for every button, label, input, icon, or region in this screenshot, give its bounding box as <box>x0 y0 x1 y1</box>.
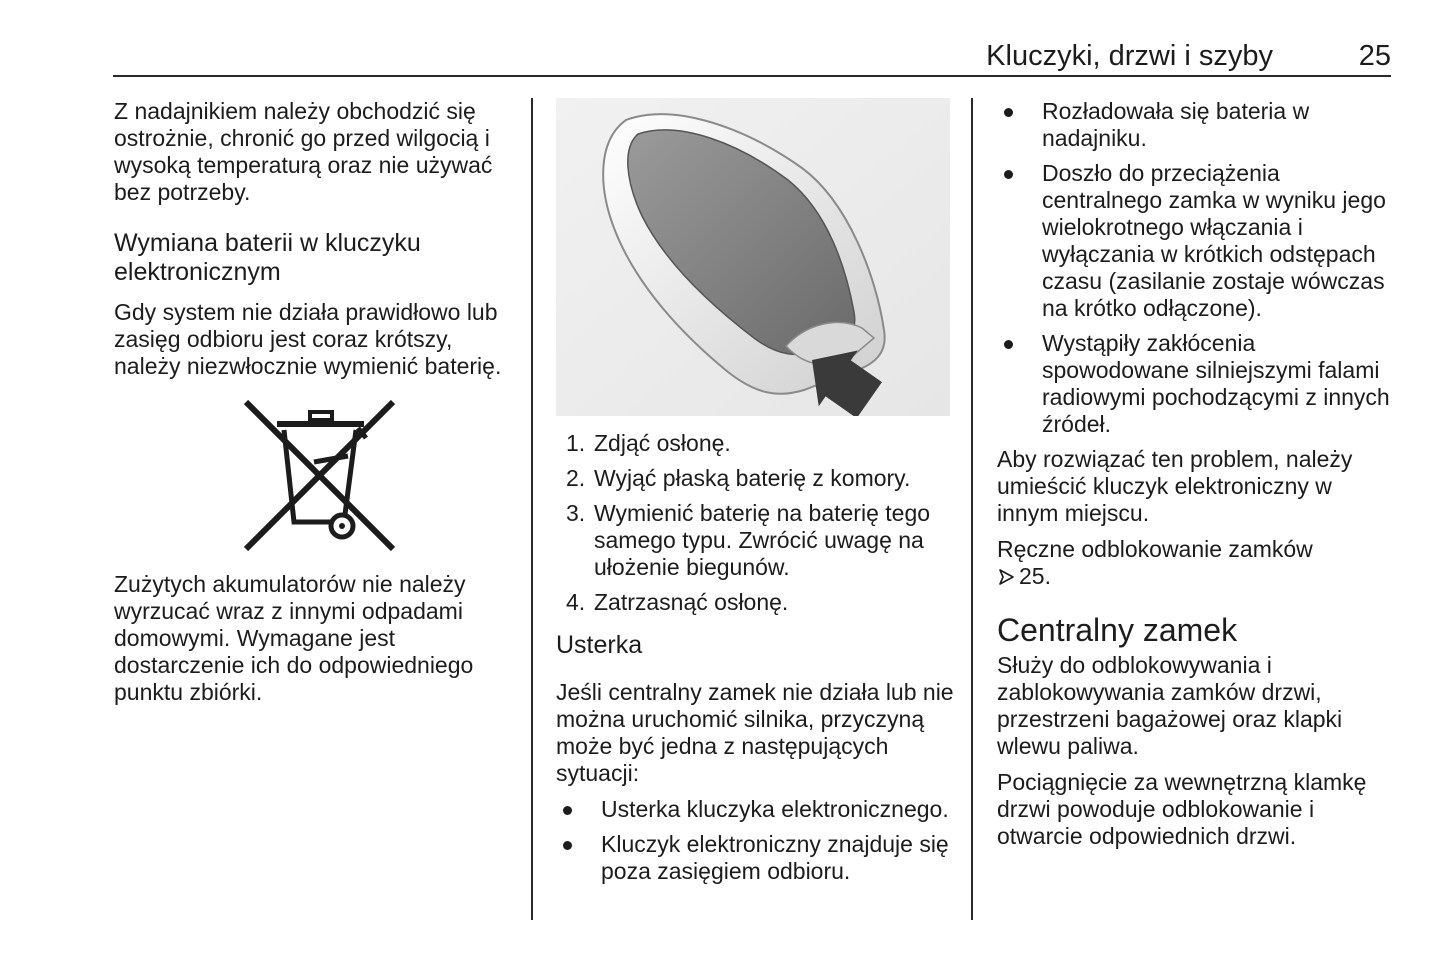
list-item: 2. Wyjąć płaską baterię z komory. <box>566 465 911 491</box>
central-lock-paragraph-2: Pociągnięcie za wewnętrzną klamkę drzwi powoduje odblokowanie i otwarcie odpowiednich drzwi. <box>997 769 1367 849</box>
running-header-title: Kluczyki, drzwi i szyby <box>986 40 1273 72</box>
battery-paragraph: Gdy system nie działa prawidłowo lub zasięg odbioru jest coraz krótszy, należy niezwłocznie wymienić baterię. <box>114 299 502 379</box>
column-divider-left <box>531 98 533 920</box>
column-2 <box>556 98 956 893</box>
list-item: Usterka kluczyka elektronicznego. <box>556 796 956 823</box>
list-item: 3. Wymienić baterię na baterię tego samego typu. Zwrócić uwagę na ułożenie biegunów. <box>566 500 931 580</box>
fault-causes-list <box>556 796 956 885</box>
list-item: Kluczyk elektroniczny znajduje się poza zasięgiem odbioru. <box>556 831 956 885</box>
list-item: Wystąpiły zakłócenia spowodowane silniejszymi falami radiowymi pochodzącymi z innych źródeł. <box>997 330 1393 438</box>
crossed-out-wheelie-bin-icon <box>242 398 397 553</box>
solution-paragraph: Aby rozwiązać ten problem, należy umieścić kluczyk elektroniczny w innym miejscu. <box>997 446 1353 526</box>
list-item: Doszło do przeciążenia centralnego zamka w wyniku jego wielokrotnego włączania i wyłączania w krótkich odstępach czasu (zasilanie zostaje wówczas na krótko odłączone). <box>997 160 1393 322</box>
central-lock-paragraph-1: Służy do odblokowywania i zablokowywania zamków drzwi, przestrzeni bagażowej oraz klapki wlewu paliwa. <box>997 652 1343 759</box>
cross-reference-label: Ręczne odblokowanie zamków <box>997 536 1313 562</box>
fault-paragraph: Jeśli centralny zamek nie działa lub nie można uruchomić silnika, przyczyną może być jedna z następujących sytuacji: <box>556 679 954 786</box>
fault-heading: Usterka <box>556 631 643 659</box>
column-divider-right <box>971 98 973 920</box>
list-item: 4. Zatrzasnąć osłonę. <box>566 589 789 615</box>
central-lock-heading: Centralny zamek <box>997 612 1238 648</box>
column-1 <box>114 98 524 715</box>
cross-reference-page: 25. <box>1019 563 1051 589</box>
arrow-reference-icon <box>997 568 1015 586</box>
fault-causes-list-continued <box>997 98 1393 438</box>
header-rule <box>113 75 1391 77</box>
list-item: 1. Zdjąć osłonę. <box>566 430 731 456</box>
disposal-note: Zużytych akumulatorów nie należy wyrzucać wraz z innymi odpadami domowymi. Wymagane jest dostarczenie ich do odpowiedniego punktu zbiórki. <box>114 571 474 705</box>
column-3 <box>997 98 1393 859</box>
intro-paragraph: Z nadajnikiem należy obchodzić się ostrożnie, chronić go przed wilgocią i wysoką temperaturą oraz nie używać bez potrzeby. <box>114 98 493 205</box>
cross-reference[interactable] <box>997 536 1393 590</box>
page-number: 25 <box>1358 40 1391 72</box>
key-fob-battery-cover-illustration <box>556 98 950 416</box>
battery-heading: Wymiana baterii w kluczyku elektronicznym <box>114 229 421 286</box>
battery-steps-list <box>556 430 956 616</box>
list-item: Rozładowała się bateria w nadajniku. <box>997 98 1393 152</box>
